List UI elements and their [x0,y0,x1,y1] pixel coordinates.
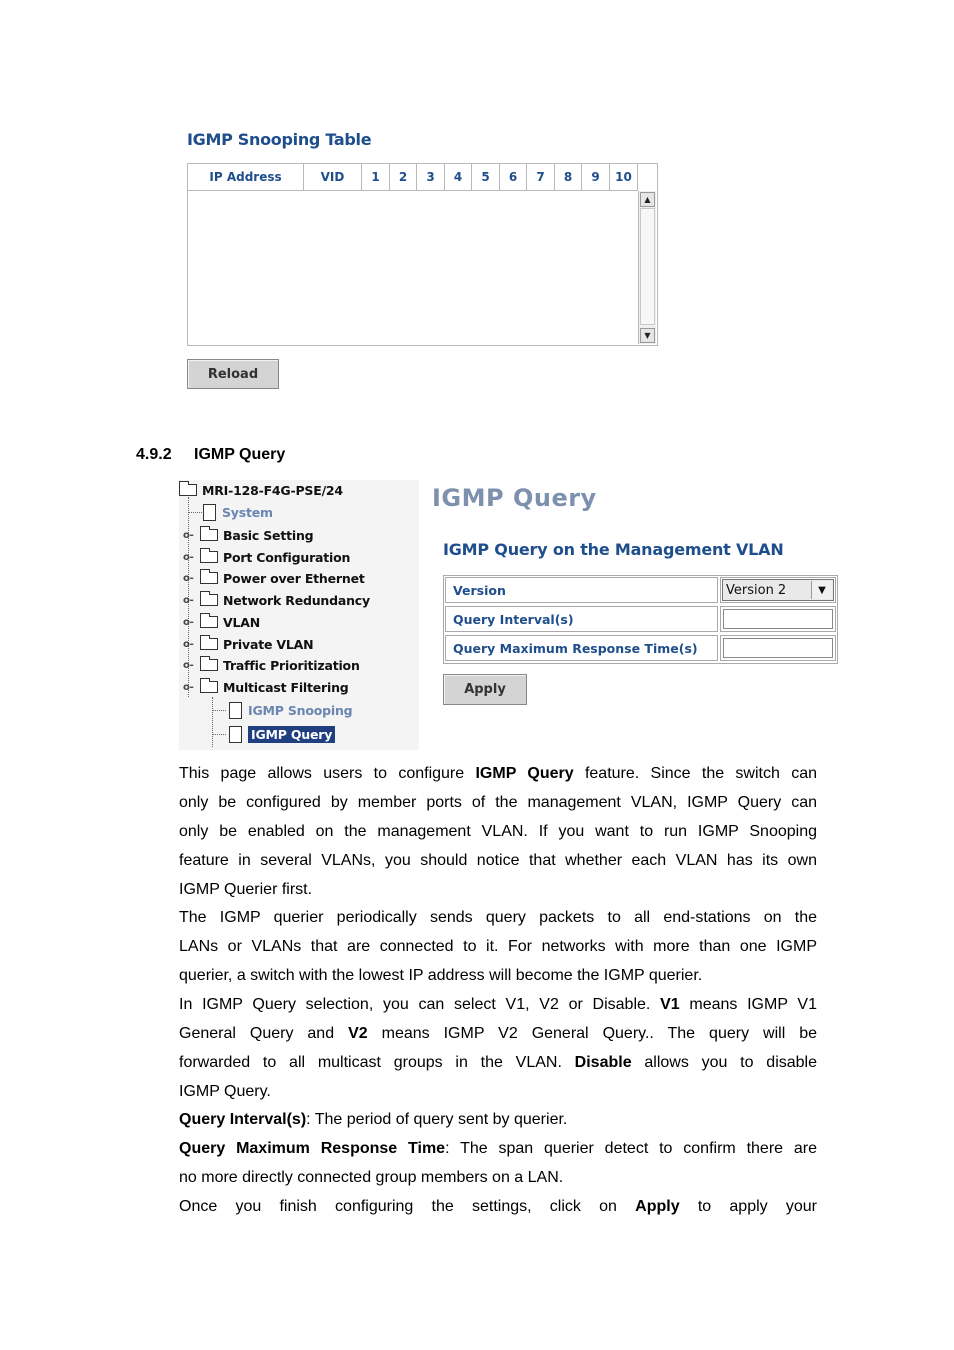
text-line: IGMP Querier first. [179,881,313,898]
max-response-input[interactable] [723,638,833,658]
column-port-8: 8 [555,164,582,190]
folder-icon [200,529,218,541]
paragraph-querier [179,903,817,990]
expand-icon[interactable]: o- [183,638,194,650]
section-number: 4.9.2 [136,446,172,463]
tree-item-multicast-filtering[interactable] [183,677,349,697]
text-line: no more directly connected group members on a LAN. [179,1169,564,1186]
scroll-down-icon[interactable]: ▼ [640,328,655,343]
expand-icon[interactable]: o- [183,529,194,541]
column-port-5: 5 [472,164,500,190]
folder-icon [200,551,218,563]
column-port-4: 4 [445,164,472,190]
tree-item-label-selected: IGMP Query [248,726,335,743]
paragraph-apply [179,1192,817,1221]
folder-icon [200,594,218,606]
emphasis: IGMP Query [475,765,574,782]
text: feature. Since the switch can [573,765,817,782]
tree-item-igmp-query[interactable] [229,724,335,744]
text-line [179,1105,817,1134]
emphasis: Query Interval(s) [179,1111,307,1128]
text-line [179,1048,817,1077]
tree-item-igmp-snooping[interactable] [229,700,352,720]
emphasis: V1 [660,996,680,1013]
tree-item-vlan[interactable] [183,612,260,632]
tree-item-private-vlan[interactable] [183,634,313,654]
paragraph-query-interval [179,1105,817,1134]
tree-item-label: System [222,504,273,520]
tree-connector [212,734,226,735]
page-icon [203,504,216,521]
tree-item-port-configuration[interactable] [183,547,350,567]
text-line: feature in several VLANs, you should notice that whether each VLAN has its own [179,852,817,869]
text-line: querier, a switch with the lowest IP address will become the IGMP querier. [179,967,703,984]
text-line [179,1134,817,1163]
text-line: The IGMP querier periodically sends query packets to all end-stations on the [179,909,817,926]
paragraph-intro [179,759,817,904]
page-icon [229,726,242,743]
page-icon [229,702,242,719]
reload-button[interactable]: Reload [187,359,279,389]
text-line: IGMP Query. [179,1083,271,1100]
text-line [179,759,817,788]
emphasis: Apply [635,1198,680,1215]
form-row-interval [444,605,837,634]
text: : The span querier detect to confirm there are [445,1140,818,1157]
tree-item-label: IGMP Snooping [248,702,353,718]
folder-icon [200,638,218,650]
text: General Query and [179,1025,349,1042]
text-line: only be configured by member ports of the management VLAN, IGMP Query can [179,794,817,811]
folder-icon [179,484,197,496]
column-ip-address: IP Address [188,164,304,190]
text: In IGMP Query selection, you can select V1, V2 or Disable. [179,996,661,1013]
scrollbar-track[interactable] [640,208,655,325]
tree-item-label: Basic Setting [223,527,314,543]
column-port-3: 3 [417,164,445,190]
folder-icon [200,659,218,671]
version-label: Version [445,577,718,603]
column-port-9: 9 [582,164,610,190]
form-row-version [444,576,837,605]
folder-icon [200,572,218,584]
column-vid: VID [304,164,362,190]
tree-connector [212,710,226,711]
tree-item-network-redundancy[interactable] [183,590,370,610]
folder-open-icon [200,681,218,693]
query-interval-cell [720,606,836,632]
paragraph-max-response [179,1134,817,1192]
navigation-tree [179,480,419,750]
snooping-table-header [188,164,638,191]
tree-item-label: Multicast Filtering [223,679,349,695]
tree-item-system[interactable] [203,502,273,522]
collapse-icon[interactable]: o- [183,681,194,693]
tree-root[interactable] [179,480,343,500]
tree-connector [212,697,213,747]
query-subtitle: IGMP Query on the Management VLAN [443,540,784,559]
text-line: only be enabled on the management VLAN. If you want to run IGMP Snooping [179,823,817,840]
text: means IGMP V1 [679,996,818,1013]
text: allows you to disable [631,1054,817,1071]
section-title: IGMP Query [194,446,286,463]
chevron-down-icon[interactable]: ▼ [811,581,832,599]
tree-root-label: MRI-128-F4G-PSE/24 [202,482,343,498]
text: Once you finish configuring the settings, click on [179,1198,636,1215]
tree-item-label: Power over Ethernet [223,570,365,586]
snooping-table-scrollbar[interactable] [638,191,656,344]
tree-item-basic-setting[interactable] [183,525,313,545]
max-response-label: Query Maximum Response Time(s) [445,635,718,661]
version-cell [720,577,836,603]
snooping-table-title: IGMP Snooping Table [187,130,372,149]
text: forwarded to all multicast groups in the VLAN. [179,1054,575,1071]
snooping-table [187,163,658,346]
text: means IGMP V2 General Query.. The query will be [367,1025,818,1042]
version-select[interactable] [722,579,834,601]
version-select-value: Version 2 [726,582,787,598]
paragraph-selection [179,990,817,1106]
query-page-title: IGMP Query [432,484,597,512]
text-line: LANs or VLANs that are connected to it. For networks with more than one IGMP [179,938,817,955]
text: This page allows users to configure [179,765,476,782]
text: : The period of query sent by querier. [306,1111,568,1128]
tree-connector [188,512,202,513]
query-interval-input[interactable] [723,609,833,629]
expand-icon[interactable]: o- [183,551,194,563]
tree-item-label: VLAN [223,614,260,630]
form-row-max-response [444,634,837,663]
scroll-up-icon[interactable]: ▲ [640,192,655,207]
text-line [179,1019,817,1048]
tree-item-traffic-prioritization[interactable] [183,655,360,675]
text: to apply your [679,1198,817,1215]
expand-icon[interactable]: o- [183,616,194,628]
text-line [179,1192,817,1221]
expand-icon[interactable]: o- [183,594,194,606]
expand-icon[interactable]: o- [183,572,194,584]
text-line [179,990,817,1019]
tree-item-power-over-ethernet[interactable] [183,568,365,588]
max-response-cell [720,635,836,661]
folder-icon [200,616,218,628]
column-port-7: 7 [527,164,555,190]
column-port-6: 6 [500,164,527,190]
emphasis: Disable [574,1054,632,1071]
expand-icon[interactable]: o- [183,659,194,671]
tree-item-label: Network Redundancy [223,592,370,608]
column-port-1: 1 [362,164,390,190]
query-interval-label: Query Interval(s) [445,606,718,632]
query-settings-form [443,575,838,664]
apply-button[interactable]: Apply [443,674,527,705]
emphasis: Query Maximum Response Time [179,1140,446,1157]
tree-item-label: Traffic Prioritization [223,657,360,673]
emphasis: V2 [348,1025,368,1042]
column-port-10: 10 [610,164,638,190]
tree-item-label: Private VLAN [223,636,314,652]
tree-item-label: Port Configuration [223,549,351,565]
column-port-2: 2 [390,164,417,190]
section-heading [136,446,285,464]
